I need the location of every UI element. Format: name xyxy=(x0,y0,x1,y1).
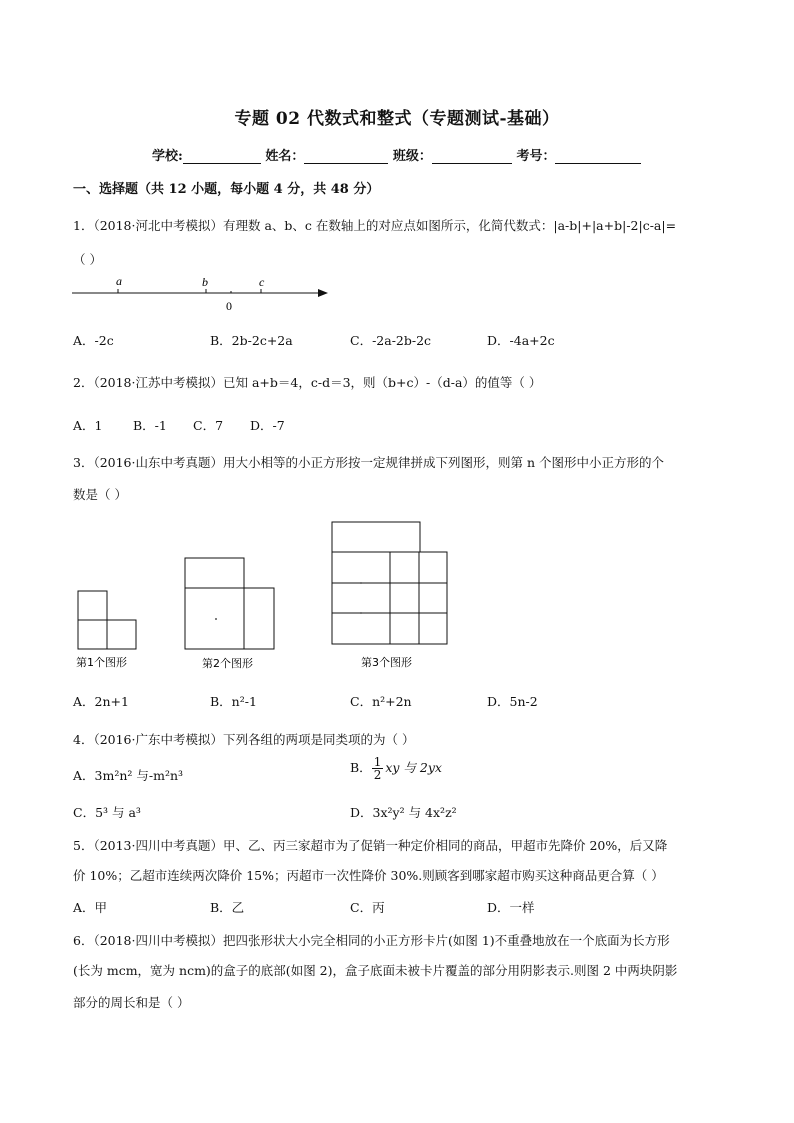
q2-option-d[interactable]: D．-7 xyxy=(250,418,285,433)
label-b: b xyxy=(202,275,208,289)
class-blank[interactable] xyxy=(432,149,512,164)
q5-option-c[interactable]: C．丙 xyxy=(350,900,385,915)
fraction-numerator: 1 xyxy=(373,755,382,769)
figure-2-dot xyxy=(215,618,217,620)
section-heading: 一、选择题（共 12 小题，每小题 4 分，共 48 分） xyxy=(73,182,380,197)
q3-option-b[interactable]: B．n²-1 xyxy=(210,694,257,709)
school-blank[interactable] xyxy=(183,149,261,164)
q5-option-a[interactable]: A．甲 xyxy=(73,900,108,915)
q1-option-d[interactable]: D．-4a+2c xyxy=(487,333,555,348)
q2-option-b[interactable]: B．-1 xyxy=(133,418,167,433)
exam-no-blank[interactable] xyxy=(555,149,641,164)
figure-2-label: 第2个图形 xyxy=(202,657,253,670)
figure-3-dot-2 xyxy=(360,612,362,614)
axis-arrow-icon xyxy=(318,289,328,297)
q1-option-c[interactable]: C．-2a-2b-2c xyxy=(350,333,432,348)
student-info-line xyxy=(152,145,641,164)
q1-option-a[interactable]: A．-2c xyxy=(73,333,114,348)
q1-option-b[interactable]: B．2b-2c+2a xyxy=(210,333,293,348)
figure-3-dot-1 xyxy=(360,582,362,584)
label-zero: 0 xyxy=(226,299,232,313)
name-label: 姓名： xyxy=(265,149,305,164)
q3-option-c[interactable]: C．n²+2n xyxy=(350,694,412,709)
q2-option-a[interactable]: A．1 xyxy=(73,418,103,433)
fraction-denominator: 2 xyxy=(373,768,382,782)
figure-3-label: 第3个图形 xyxy=(361,656,412,669)
question-2-text: 2．（2018·江苏中考模拟）已知 a+b＝4，c-d＝3，则（b+c）-（d-a）的值等（ ） xyxy=(73,375,542,390)
figure-1-squares xyxy=(78,591,136,649)
school-label: 学校: xyxy=(152,149,183,164)
question-6-line1: 6．（2018·四川中考模拟）把四张形状大小完全相同的小正方形卡片(如图 1)不重叠地放在一个底面为长方形 xyxy=(73,933,670,948)
figure-1-label: 第1个图形 xyxy=(76,656,127,669)
question-1-text: 1．（2018·河北中考模拟）有理数 a、b、c 在数轴上的对应点如图所示，化简代数式：|a-b|+|a+b|-2|c-a|= xyxy=(73,218,677,233)
question-5-line1: 5．（2013·四川中考真题）甲、乙、丙三家超市为了促销一种定价相同的商品，甲超市先降价 20%，后又降 xyxy=(73,838,668,853)
question-4-text: 4．（2016·广东中考模拟）下列各组的两项是同类项的为（ ） xyxy=(73,732,415,747)
q4-option-d[interactable]: D．3x²y² 与 4x²z² xyxy=(350,805,457,820)
label-c: c xyxy=(259,275,265,289)
q3-option-a[interactable]: A．2n+1 xyxy=(73,694,129,709)
question-3-text-line2: 数是（ ） xyxy=(73,487,127,502)
question-1-paren: （ ） xyxy=(73,252,102,267)
q5-option-b[interactable]: B．乙 xyxy=(210,900,245,915)
square-pattern-figures xyxy=(70,515,460,675)
q4-option-b-prefix: B． xyxy=(350,760,372,775)
fraction-one-half xyxy=(372,756,384,781)
question-3-text-line1: 3．（2016·山东中考真题）用大小相等的小正方形按一定规律拼成下列图形，则第 n 个图形中小正方形的个 xyxy=(73,455,664,470)
number-line-figure xyxy=(70,272,332,314)
q2-option-c[interactable]: C．7 xyxy=(193,418,224,433)
class-label: 班级： xyxy=(392,149,432,164)
label-a: a xyxy=(116,274,122,288)
name-blank[interactable] xyxy=(304,149,388,164)
page-title: 专题 02 代数式和整式（专题测试-基础） xyxy=(234,109,560,129)
q3-option-d[interactable]: D．5n-2 xyxy=(487,694,538,709)
question-6-line2: (长为 mcm，宽为 ncm)的盒子的底部(如图 2)，盒子底面未被卡片覆盖的部分用阴影表示.则图 2 中两块阴影 xyxy=(73,963,678,978)
figure-3-squares xyxy=(332,522,447,644)
figure-2-squares xyxy=(185,558,274,649)
q4-option-a[interactable]: A．3m²n² 与-m²n³ xyxy=(73,768,184,783)
q5-option-d[interactable]: D．一样 xyxy=(487,900,535,915)
q4-option-b-rest: xy 与 2yx xyxy=(385,760,442,775)
q4-option-c[interactable]: C．5³ 与 a³ xyxy=(73,805,141,820)
question-5-line2: 价 10%；乙超市连续两次降价 15%；丙超市一次性降价 30%.则顾客到哪家超市购买这种商品更合算（ ） xyxy=(73,868,664,883)
exam-no-label: 考号： xyxy=(516,149,556,164)
question-6-line3: 部分的周长和是（ ） xyxy=(73,995,190,1010)
q4-option-b[interactable] xyxy=(350,756,442,781)
